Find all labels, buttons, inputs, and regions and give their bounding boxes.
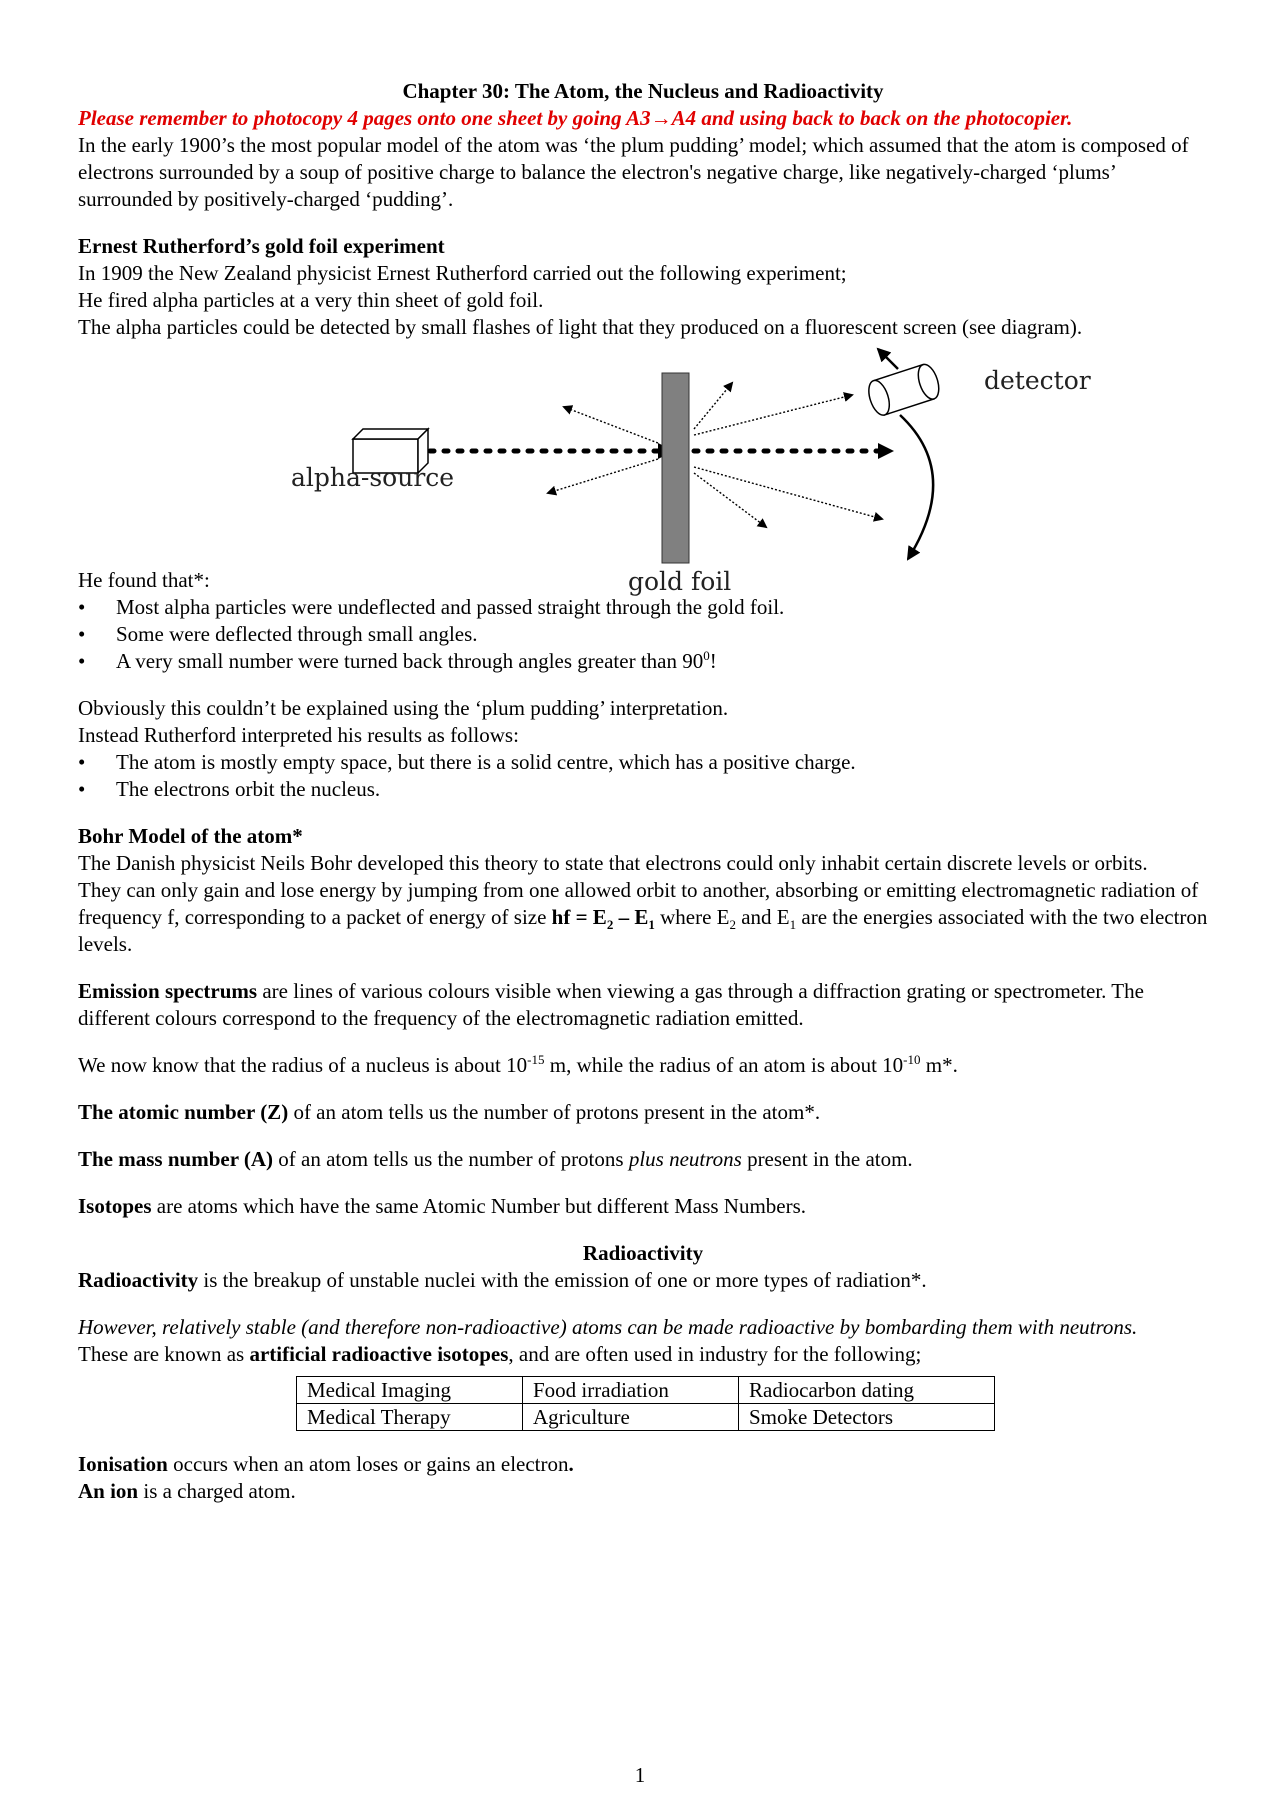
bohr-paragraph-1: The Danish physicist Neils Bohr developed this theory to state that electrons could only inhabit certain discrete levels or orbits. <box>78 851 1148 875</box>
interpretation-item: • The atom is mostly empty space, but there is a solid centre, which has a positive charge. <box>78 749 1208 776</box>
table-cell: Agriculture <box>523 1404 739 1431</box>
ionisation-text: occurs when an atom loses or gains an electron <box>167 1452 569 1476</box>
mass-number-italic: plus neutrons <box>628 1147 742 1171</box>
radius-text: m*. <box>920 1053 958 1077</box>
bohr-paragraph-2 <box>78 877 1208 958</box>
bohr-text: where E <box>654 905 730 929</box>
artificial-isotopes-paragraph <box>78 1341 1208 1368</box>
backscatter-path-down <box>548 459 658 493</box>
mass-number-paragraph <box>78 1146 1208 1173</box>
table-cell: Food irradiation <box>523 1377 739 1404</box>
found-intro: He found that*: <box>78 568 210 592</box>
bohr-text: and E <box>735 905 790 929</box>
ionisation-paragraph <box>78 1451 1208 1478</box>
bohr-text: They can only gain and lose energy by jumping from one allowed orbit to another, absorbing or emitting electromagnetic radiation of frequency f, corresponding to a packet of energy of size <box>78 878 1199 929</box>
page-number: 1 <box>634 1763 646 1787</box>
intro-paragraph: In the early 1900’s the most popular model of the atom was ‘the plum pudding’ model; which assumed that the atom is composed of electrons surrounded by a soup of positive charge to balance the electron's negative charge, like negatively-charged ‘plums’ surrounded by positively-charged ‘pudding’. <box>78 133 1189 211</box>
radioactivity-term: Radioactivity <box>78 1268 199 1292</box>
rutherford-line-1: In 1909 the New Zealand physicist Ernest Rutherford carried out the following experiment; <box>78 261 847 285</box>
degree-sup: 0 <box>703 648 710 663</box>
ion-paragraph <box>78 1478 1208 1505</box>
emission-paragraph <box>78 978 1208 1032</box>
detector-label: detector <box>984 366 1091 395</box>
rutherford-heading: Ernest Rutherford’s gold foil experiment <box>78 234 445 258</box>
deflected-path-down-large <box>694 473 766 527</box>
table-cell: Radiocarbon dating <box>739 1377 995 1404</box>
page-title: Chapter 30: The Atom, the Nucleus and Radioactivity <box>402 79 884 103</box>
isotope-uses-table <box>296 1376 995 1431</box>
table-row <box>297 1404 995 1431</box>
finding-3-end: ! <box>709 649 717 673</box>
document-page <box>78 78 1208 1505</box>
detector-rotation-arrow-up <box>878 349 898 369</box>
radius-exp: -15 <box>527 1052 545 1067</box>
radius-exp: -10 <box>903 1052 921 1067</box>
instead-sentence: Instead Rutherford interpreted his results as follows: <box>78 723 519 747</box>
formula-sub: 1 <box>648 917 655 933</box>
formula-part: hf = E <box>551 905 607 929</box>
stable-note-italic: However, relatively stable (and therefore non-radioactive) atoms can be made radioactive by bombarding them with neutrons. <box>78 1315 1138 1339</box>
deflected-path-up-large <box>694 383 732 429</box>
mass-number-term: The mass number (A) <box>78 1147 274 1171</box>
known-text: , and are often used in industry for the following; <box>508 1342 922 1366</box>
interpretations-list <box>78 749 1208 803</box>
rutherford-line-2: He fired alpha particles at a very thin sheet of gold foil. <box>78 288 544 312</box>
detector-rotation-arc <box>900 415 933 559</box>
isotopes-term: Isotopes <box>78 1194 152 1218</box>
table-cell: Smoke Detectors <box>739 1404 995 1431</box>
atomic-number-text: of an atom tells us the number of protons present in the atom*. <box>288 1100 821 1124</box>
straight-beam-arrow <box>878 443 894 459</box>
ionisation-term: Ionisation <box>78 1452 168 1476</box>
table-cell: Medical Imaging <box>297 1377 523 1404</box>
finding-item: • Some were deflected through small angles. <box>78 621 1208 648</box>
isotopes-paragraph <box>78 1193 1208 1220</box>
finding-item <box>78 648 1208 675</box>
stable-note <box>78 1314 1208 1341</box>
alpha-source-label: alpha-source <box>291 463 455 492</box>
isotopes-text: are atoms which have the same Atomic Number but different Mass Numbers. <box>151 1194 807 1218</box>
finding-3-text: A very small number were turned back through angles greater than 90 <box>116 649 704 673</box>
gold-foil-label: gold foil <box>628 567 732 596</box>
deflected-path-down-small <box>694 467 882 519</box>
finding-item: • Most alpha particles were undeflected and passed straight through the gold foil. <box>78 594 1208 621</box>
radioactivity-heading: Radioactivity <box>582 1241 704 1265</box>
ionisation-end: . <box>568 1452 574 1476</box>
radioactivity-paragraph <box>78 1267 1208 1294</box>
bohr-text: are the energies associated with the two electron levels. <box>78 905 1208 956</box>
findings-list <box>78 594 1208 675</box>
formula-sub: 2 <box>606 917 614 933</box>
ion-text: is a charged atom. <box>138 1479 296 1503</box>
gold-foil-diagram <box>78 343 1208 601</box>
formula-part: – E <box>613 905 649 929</box>
photocopy-notice: Please remember to photocopy 4 pages onto one sheet by going A3→A4 and using back to back on the photocopier. <box>78 106 1073 130</box>
table-cell: Medical Therapy <box>297 1404 523 1431</box>
atomic-number-term: The atomic number (Z) <box>78 1100 289 1124</box>
bohr-sub: 2 <box>729 917 736 933</box>
mass-number-text: of an atom tells us the number of protons <box>273 1147 629 1171</box>
known-text: These are known as <box>78 1342 250 1366</box>
artificial-isotopes-term: artificial radioactive isotopes <box>249 1342 509 1366</box>
radius-text: We now know that the radius of a nucleus is about 10 <box>78 1053 528 1077</box>
emission-term: Emission spectrums <box>78 979 258 1003</box>
gold-foil-sheet <box>662 373 689 563</box>
table-row <box>297 1377 995 1404</box>
interpretation-item: • The electrons orbit the nucleus. <box>78 776 1208 803</box>
rutherford-line-3: The alpha particles could be detected by small flashes of light that they produced on a fluorescent screen (see diagram). <box>78 315 1083 339</box>
radius-text: m, while the radius of an atom is about 10 <box>544 1053 904 1077</box>
backscatter-path-up <box>564 407 658 443</box>
bohr-heading: Bohr Model of the atom* <box>78 824 303 848</box>
detector-cylinder <box>865 362 943 418</box>
energy-formula <box>551 905 655 933</box>
radius-paragraph <box>78 1052 1208 1079</box>
radioactivity-text: is the breakup of unstable nuclei with the emission of one or more types of radiation*. <box>198 1268 927 1292</box>
atomic-number-paragraph <box>78 1099 1208 1126</box>
gold-foil-diagram-svg <box>78 343 1208 601</box>
bohr-sub: 1 <box>789 917 797 933</box>
emission-text: are lines of various colours visible when viewing a gas through a diffraction grating or spectrometer. The different colours correspond to the frequency of the electromagnetic radiation emitted. <box>78 979 1144 1030</box>
mass-number-text: present in the atom. <box>741 1147 913 1171</box>
ion-term: An ion <box>78 1479 139 1503</box>
obvious-sentence: Obviously this couldn’t be explained using the ‘plum pudding’ interpretation. <box>78 696 729 720</box>
